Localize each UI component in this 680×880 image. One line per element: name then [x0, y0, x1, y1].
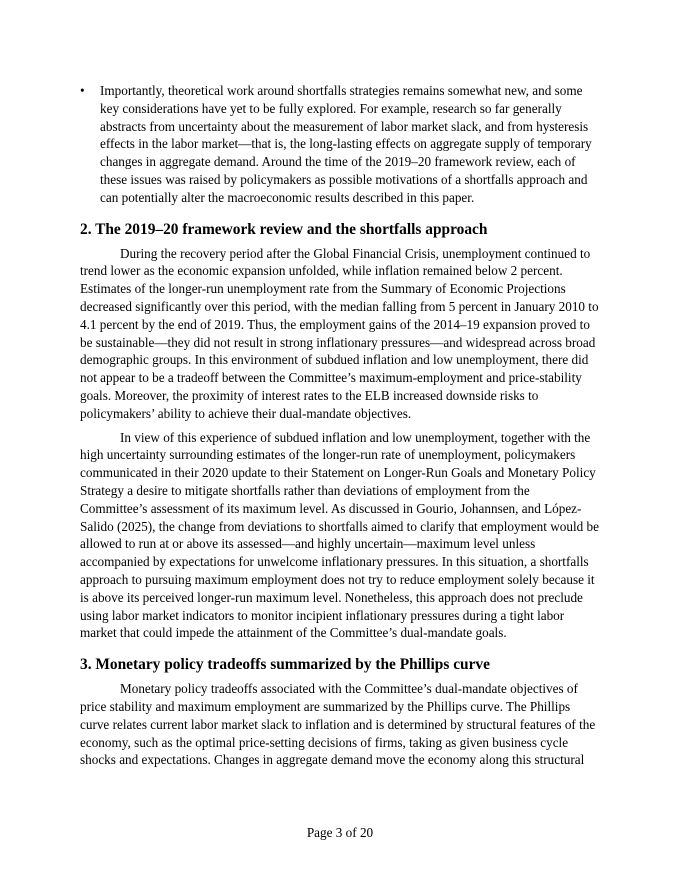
bullet-text: Importantly, theoretical work around shortfalls strategies remains somewhat new, and some key considerations have yet to be fully explored. For example, research so far generally abstracts from uncertainty about the measurement of labor market slack, and from hysteresis effects in the labor market—that is, the long-lasting effects on aggregate supply of temporary changes in aggregate demand. Around the time of the 2019–20 framework review, each of these issues was raised by policymakers as possible motivations of a shortfalls approach and can potentially alter the macroeconomic results described in this paper. — [100, 83, 592, 205]
page-number: Page 3 of 20 — [306, 825, 374, 840]
bullet-item — [80, 82, 600, 207]
page-body — [80, 82, 600, 775]
section-3-paragraph-1: Monetary policy tradeoffs associated with the Committee’s dual-mandate objectives of price stability and maximum employment are summarized by the Phillips curve. The Phillips curve relates current labor market slack to inflation and is determined by structural features of the economy, such as the optimal price-setting decisions of firms, taking as given business cycle shocks and expectations. Changes in aggregate demand move the economy along this structural — [80, 681, 596, 768]
bullet-marker: • — [80, 83, 85, 98]
section-2-paragraph-2: In view of this experience of subdued inflation and low unemployment, together with the high uncertainty surrounding estimates of the longer-run rate of unemployment, policymakers communicated in their 2020 update to their Statement on Longer-Run Goals and Monetary Policy Strategy a desire to mitigate shortfalls rather than deviations of employment from the Committee’s assessment of its maximum level. As discussed in Gourio, Johannsen, and López-Salido (2025), the change from deviations to shortfalls aimed to clarify that employment would be allowed to run at or above its assessed—and highly uncertain—maximum level unless accompanied by expectations for unwelcome inflationary pressures. In this situation, a shortfalls approach to pursuing maximum employment does not try to reduce employment solely because it is above its perceived longer-run maximum level. Nonetheless, this approach does not preclude using labor market indicators to monitor incipient inflationary pressures during a tight labor market that could impede the attainment of the Committee’s dual-mandate goals. — [80, 429, 599, 641]
section-3-heading: 3. Monetary policy tradeoffs summarized by the Phillips curve — [80, 656, 490, 674]
section-2-paragraph-1: During the recovery period after the Global Financial Crisis, unemployment continued to trend lower as the economic expansion unfolded, while inflation remained below 2 percent. Estimates of the longer-run unemployment rate from the Summary of Economic Projections decreased significantly over this period, with the median falling from 5 percent in January 2010 to 4.1 percent by the end of 2019. Thus, the employment gains of the 2014–19 expansion proved to be sustainable—they did not result in strong inflationary pressures—and widespread across broad demographic groups. In this environment of subdued inflation and low unemployment, there did not appear to be a tradeoff between the Committee’s maximum-employment and price-stability goals. Moreover, the proximity of interest rates to the ELB increased downside risks to policymakers’ ability to achieve their dual-mandate objectives. — [80, 245, 599, 421]
section-2-heading: 2. The 2019–20 framework review and the shortfalls approach — [80, 220, 488, 238]
